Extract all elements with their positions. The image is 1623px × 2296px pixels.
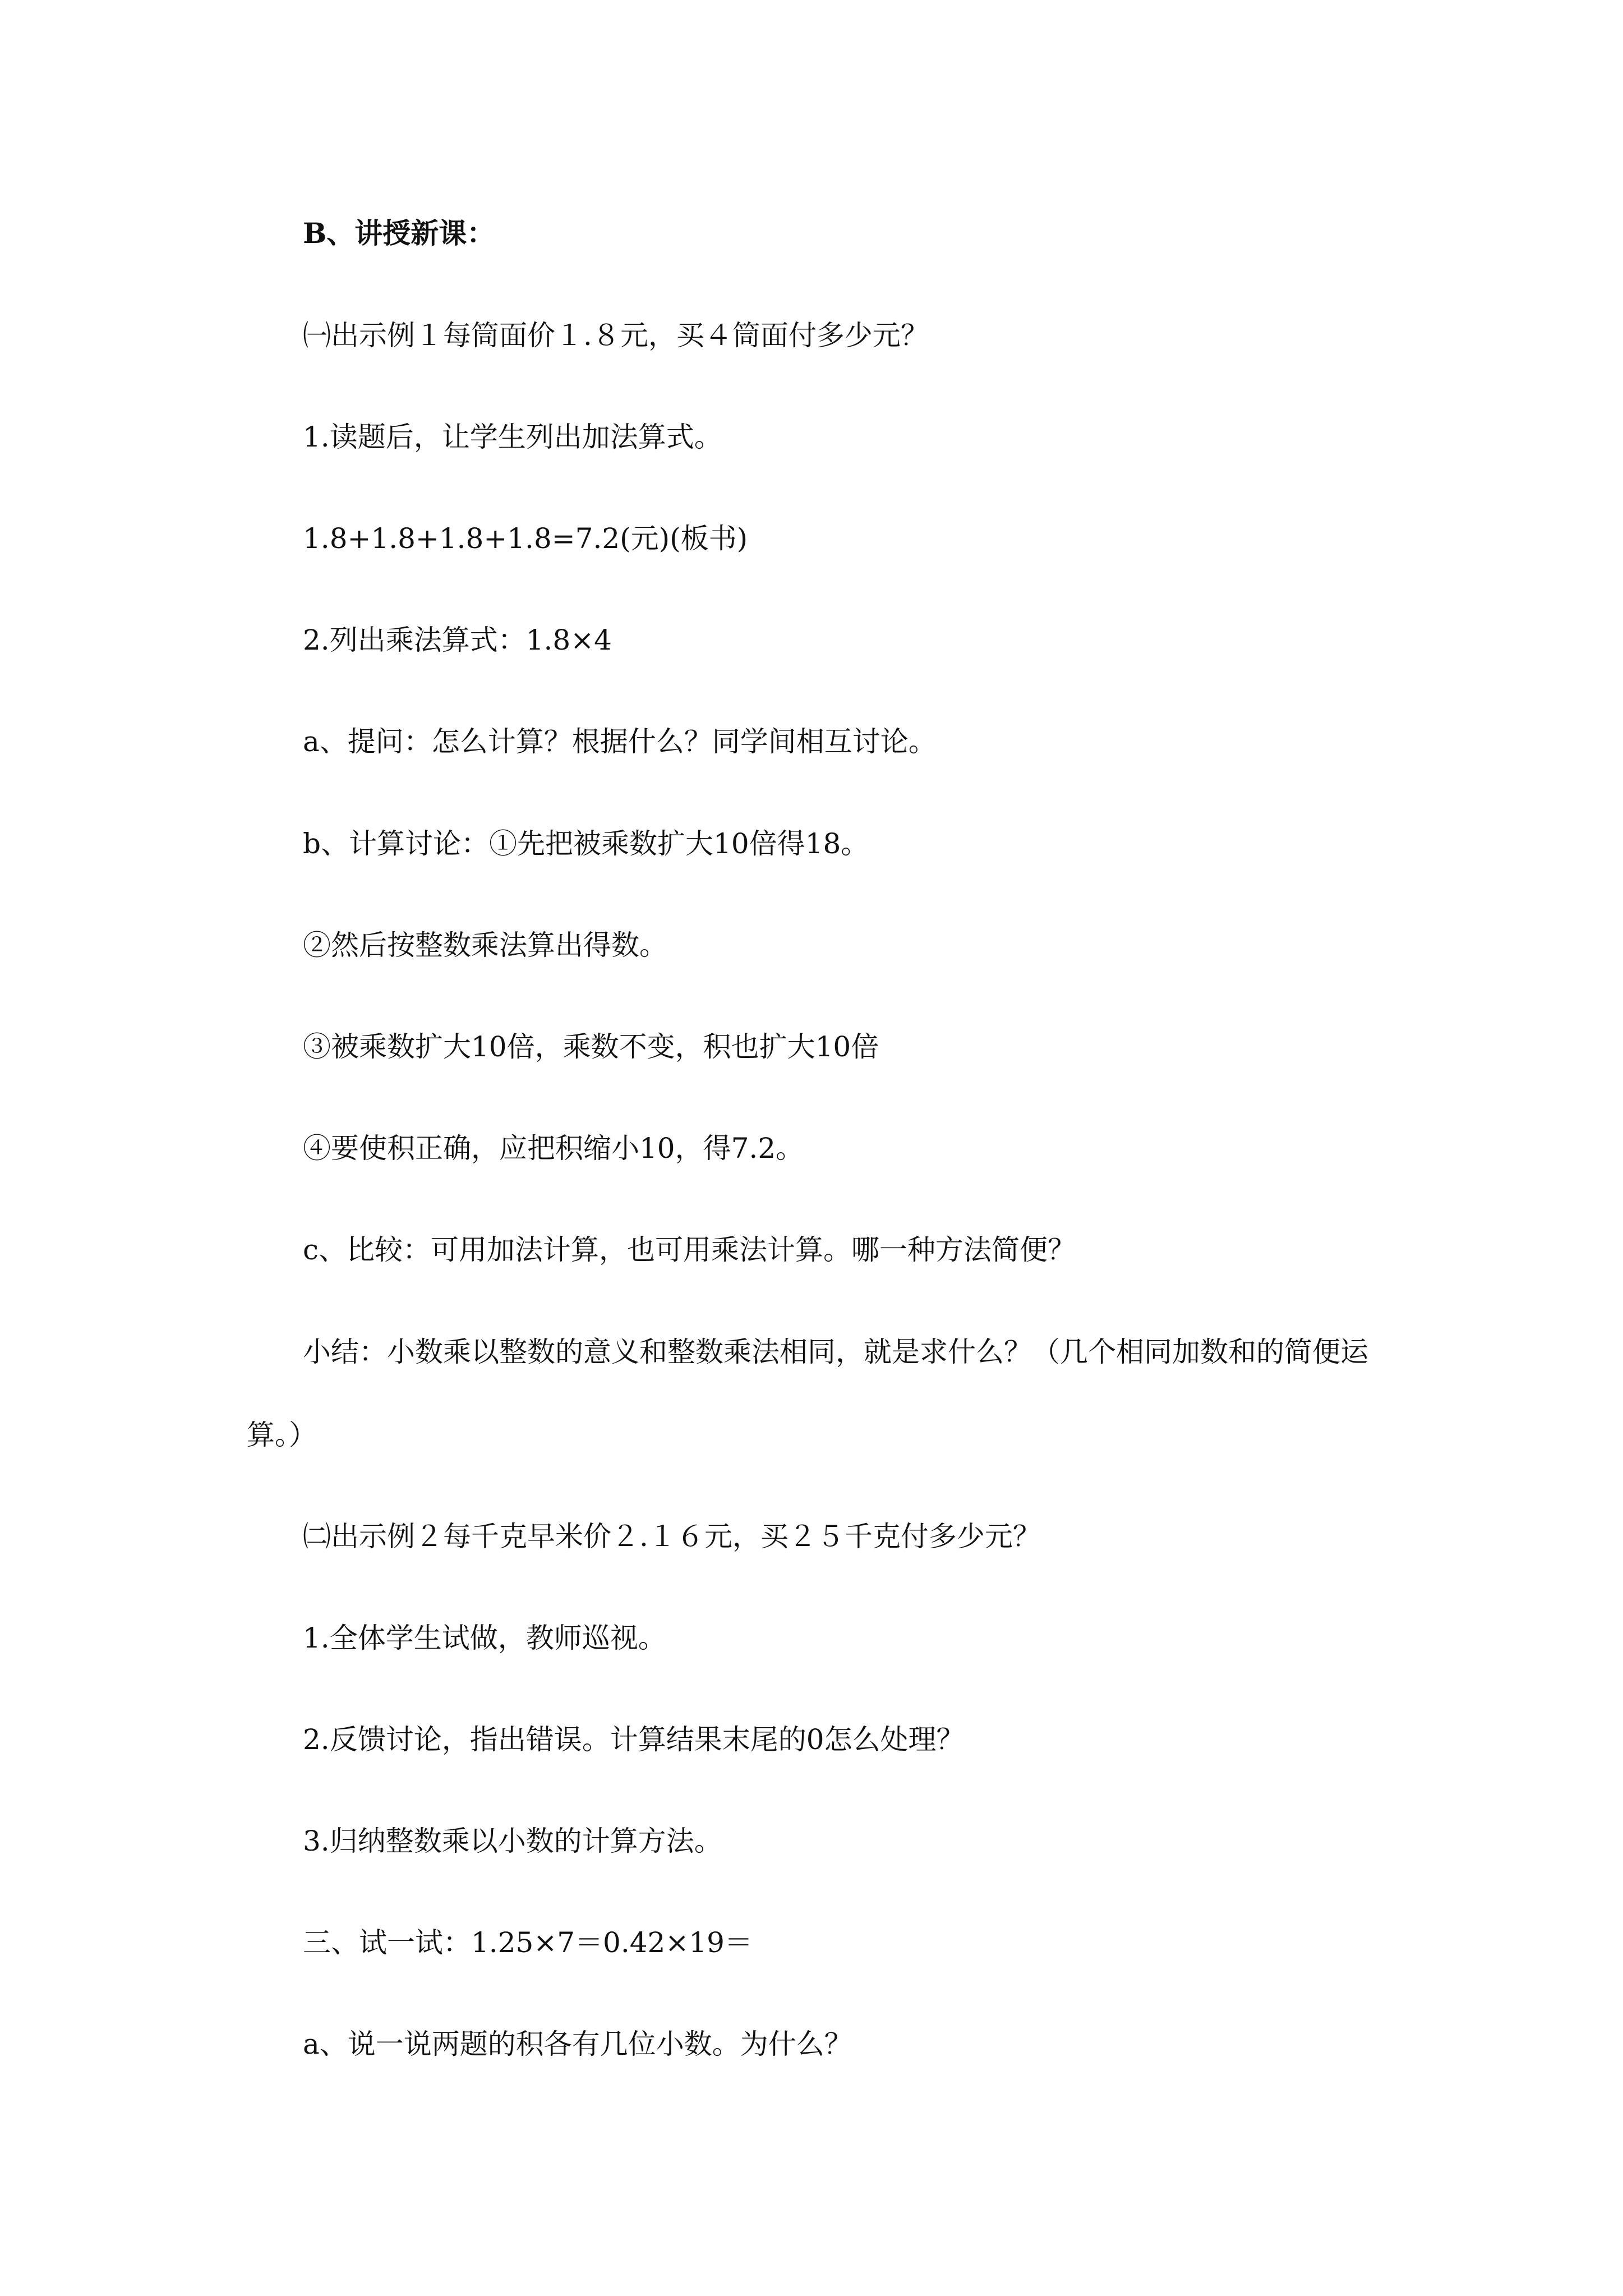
addition-equation: 1.8+1.8+1.8+1.8=7.2(元)(板书): [303, 522, 748, 555]
question-a: a、提问：怎么计算？根据什么？同学间相互讨论。: [303, 725, 937, 758]
question-decimal-places: a、说一说两题的积各有几位小数。为什么？: [303, 2028, 852, 2060]
step-try: 1.全体学生试做，教师巡视。: [303, 1622, 666, 1654]
step-2: ②然后按整数乘法算出得数。: [303, 929, 667, 961]
summary-paragraph: [0, 1335, 1623, 1452]
step-summarize: 3.归纳整数乘以小数的计算方法。: [303, 1825, 722, 1857]
compare-c: c、比较：可用加法计算，也可用乘法计算。哪一种方法简便？: [303, 1234, 1076, 1266]
step-read-problem: 1.读题后，让学生列出加法算式。: [303, 421, 722, 453]
step-4: ④要使积正确，应把积缩小10，得7.2。: [303, 1132, 804, 1165]
summary-line-2: 算。）: [247, 1419, 317, 1451]
step-3: ③被乘数扩大10倍，乘数不变，积也扩大10倍: [303, 1030, 879, 1063]
try-it-section: 三、试一试：1.25×7＝0.42×19＝: [303, 1926, 753, 1959]
multiplication-equation: 2.列出乘法算式：1.8×4: [303, 624, 612, 656]
section-heading: B、讲授新课：: [303, 217, 495, 250]
step-feedback: 2.反馈讨论，指出错误。计算结果末尾的0怎么处理？: [303, 1723, 965, 1756]
example-2-prompt: ㈡出示例２每千克早米价２.１６元，买２５千克付多少元？: [303, 1520, 1041, 1553]
discussion-b: b、计算讨论：①先把被乘数扩大10倍得18。: [303, 827, 869, 860]
example-1-prompt: ㈠出示例１每筒面价１.８元，买４筒面付多少元？: [303, 319, 929, 352]
summary-line-1: 小结：小数乘以整数的意义和整数乘法相同，就是求什么？（几个相同加数和的简便运: [303, 1336, 1368, 1368]
